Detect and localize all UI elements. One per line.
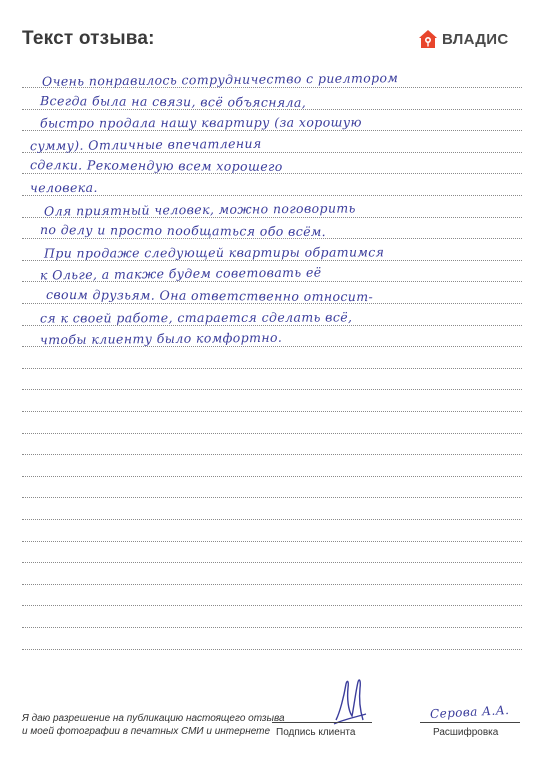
- handwritten-line: Очень понравилось сотрудничество с риелтором: [41, 70, 399, 89]
- ruled-line: [22, 627, 522, 628]
- ruled-line: [22, 497, 522, 498]
- decryption-value: Серова А.А.: [429, 702, 510, 722]
- ruled-line: [22, 584, 522, 585]
- ruled-line: [22, 152, 522, 153]
- ruled-line: [22, 195, 522, 196]
- decryption-label: Расшифровка: [433, 727, 499, 738]
- ruled-line: [22, 389, 522, 390]
- ruled-line: [22, 433, 522, 434]
- ruled-line: [22, 411, 522, 412]
- ruled-line: [22, 368, 522, 369]
- ruled-line: [22, 238, 522, 239]
- handwritten-line: сделки. Рекомендую всем хорошего: [29, 157, 283, 175]
- ruled-line: [22, 454, 522, 455]
- handwritten-line: по делу и просто пообщаться обо всём.: [39, 222, 327, 240]
- ruled-line: [22, 541, 522, 542]
- ruled-line: [22, 281, 522, 282]
- handwritten-line: сумму). Отличные впечатления: [29, 135, 262, 154]
- handwritten-line: человека.: [29, 179, 98, 196]
- handwritten-line: Оля приятный человек, можно поговорить: [43, 199, 356, 219]
- ruled-line: [22, 562, 522, 563]
- handwritten-line: своим друзьям. Она ответственно относит-: [45, 286, 374, 305]
- ruled-line: [22, 260, 522, 261]
- ruled-line: [22, 346, 522, 347]
- ruled-line: [22, 87, 522, 88]
- ruled-line: [22, 130, 522, 131]
- consent-line-1: Я даю разрешение на публикацию настоящего отзыва: [22, 713, 285, 724]
- signature-line: [272, 722, 372, 723]
- form-title: Текст отзыва:: [22, 28, 155, 49]
- vladis-logo: [418, 29, 508, 49]
- consent-line-2: и моей фотографии в печатных СМИ и интернете: [22, 726, 271, 737]
- handwritten-line: к Ольге, а также будем советовать её: [39, 264, 322, 283]
- ruled-line: [22, 605, 522, 606]
- decryption-line: [420, 722, 520, 723]
- ruled-line: [22, 325, 522, 326]
- ruled-line: [22, 519, 522, 520]
- signature-label: Подпись клиента: [276, 727, 356, 738]
- logo-text: ВЛАДИС: [442, 30, 509, 48]
- handwritten-line: быстро продала нашу квартиру (за хорошую: [39, 114, 362, 131]
- ruled-line: [22, 217, 522, 218]
- consent-text: [22, 712, 285, 738]
- ruled-line: [22, 173, 522, 174]
- ruled-line: [22, 109, 522, 110]
- ruled-line: [22, 649, 522, 650]
- handwritten-line: Всегда была на связи, всё объясняла,: [39, 92, 307, 110]
- house-key-icon: [418, 29, 438, 49]
- handwritten-line: При продаже следующей квартиры обратимся: [43, 244, 385, 261]
- ruled-line: [22, 476, 522, 477]
- handwritten-line: чтобы клиенту было комфортно.: [39, 329, 283, 348]
- client-signature: [330, 676, 370, 728]
- handwritten-line: ся к своей работе, старается сделать всё,: [39, 309, 353, 326]
- ruled-line: [22, 303, 522, 304]
